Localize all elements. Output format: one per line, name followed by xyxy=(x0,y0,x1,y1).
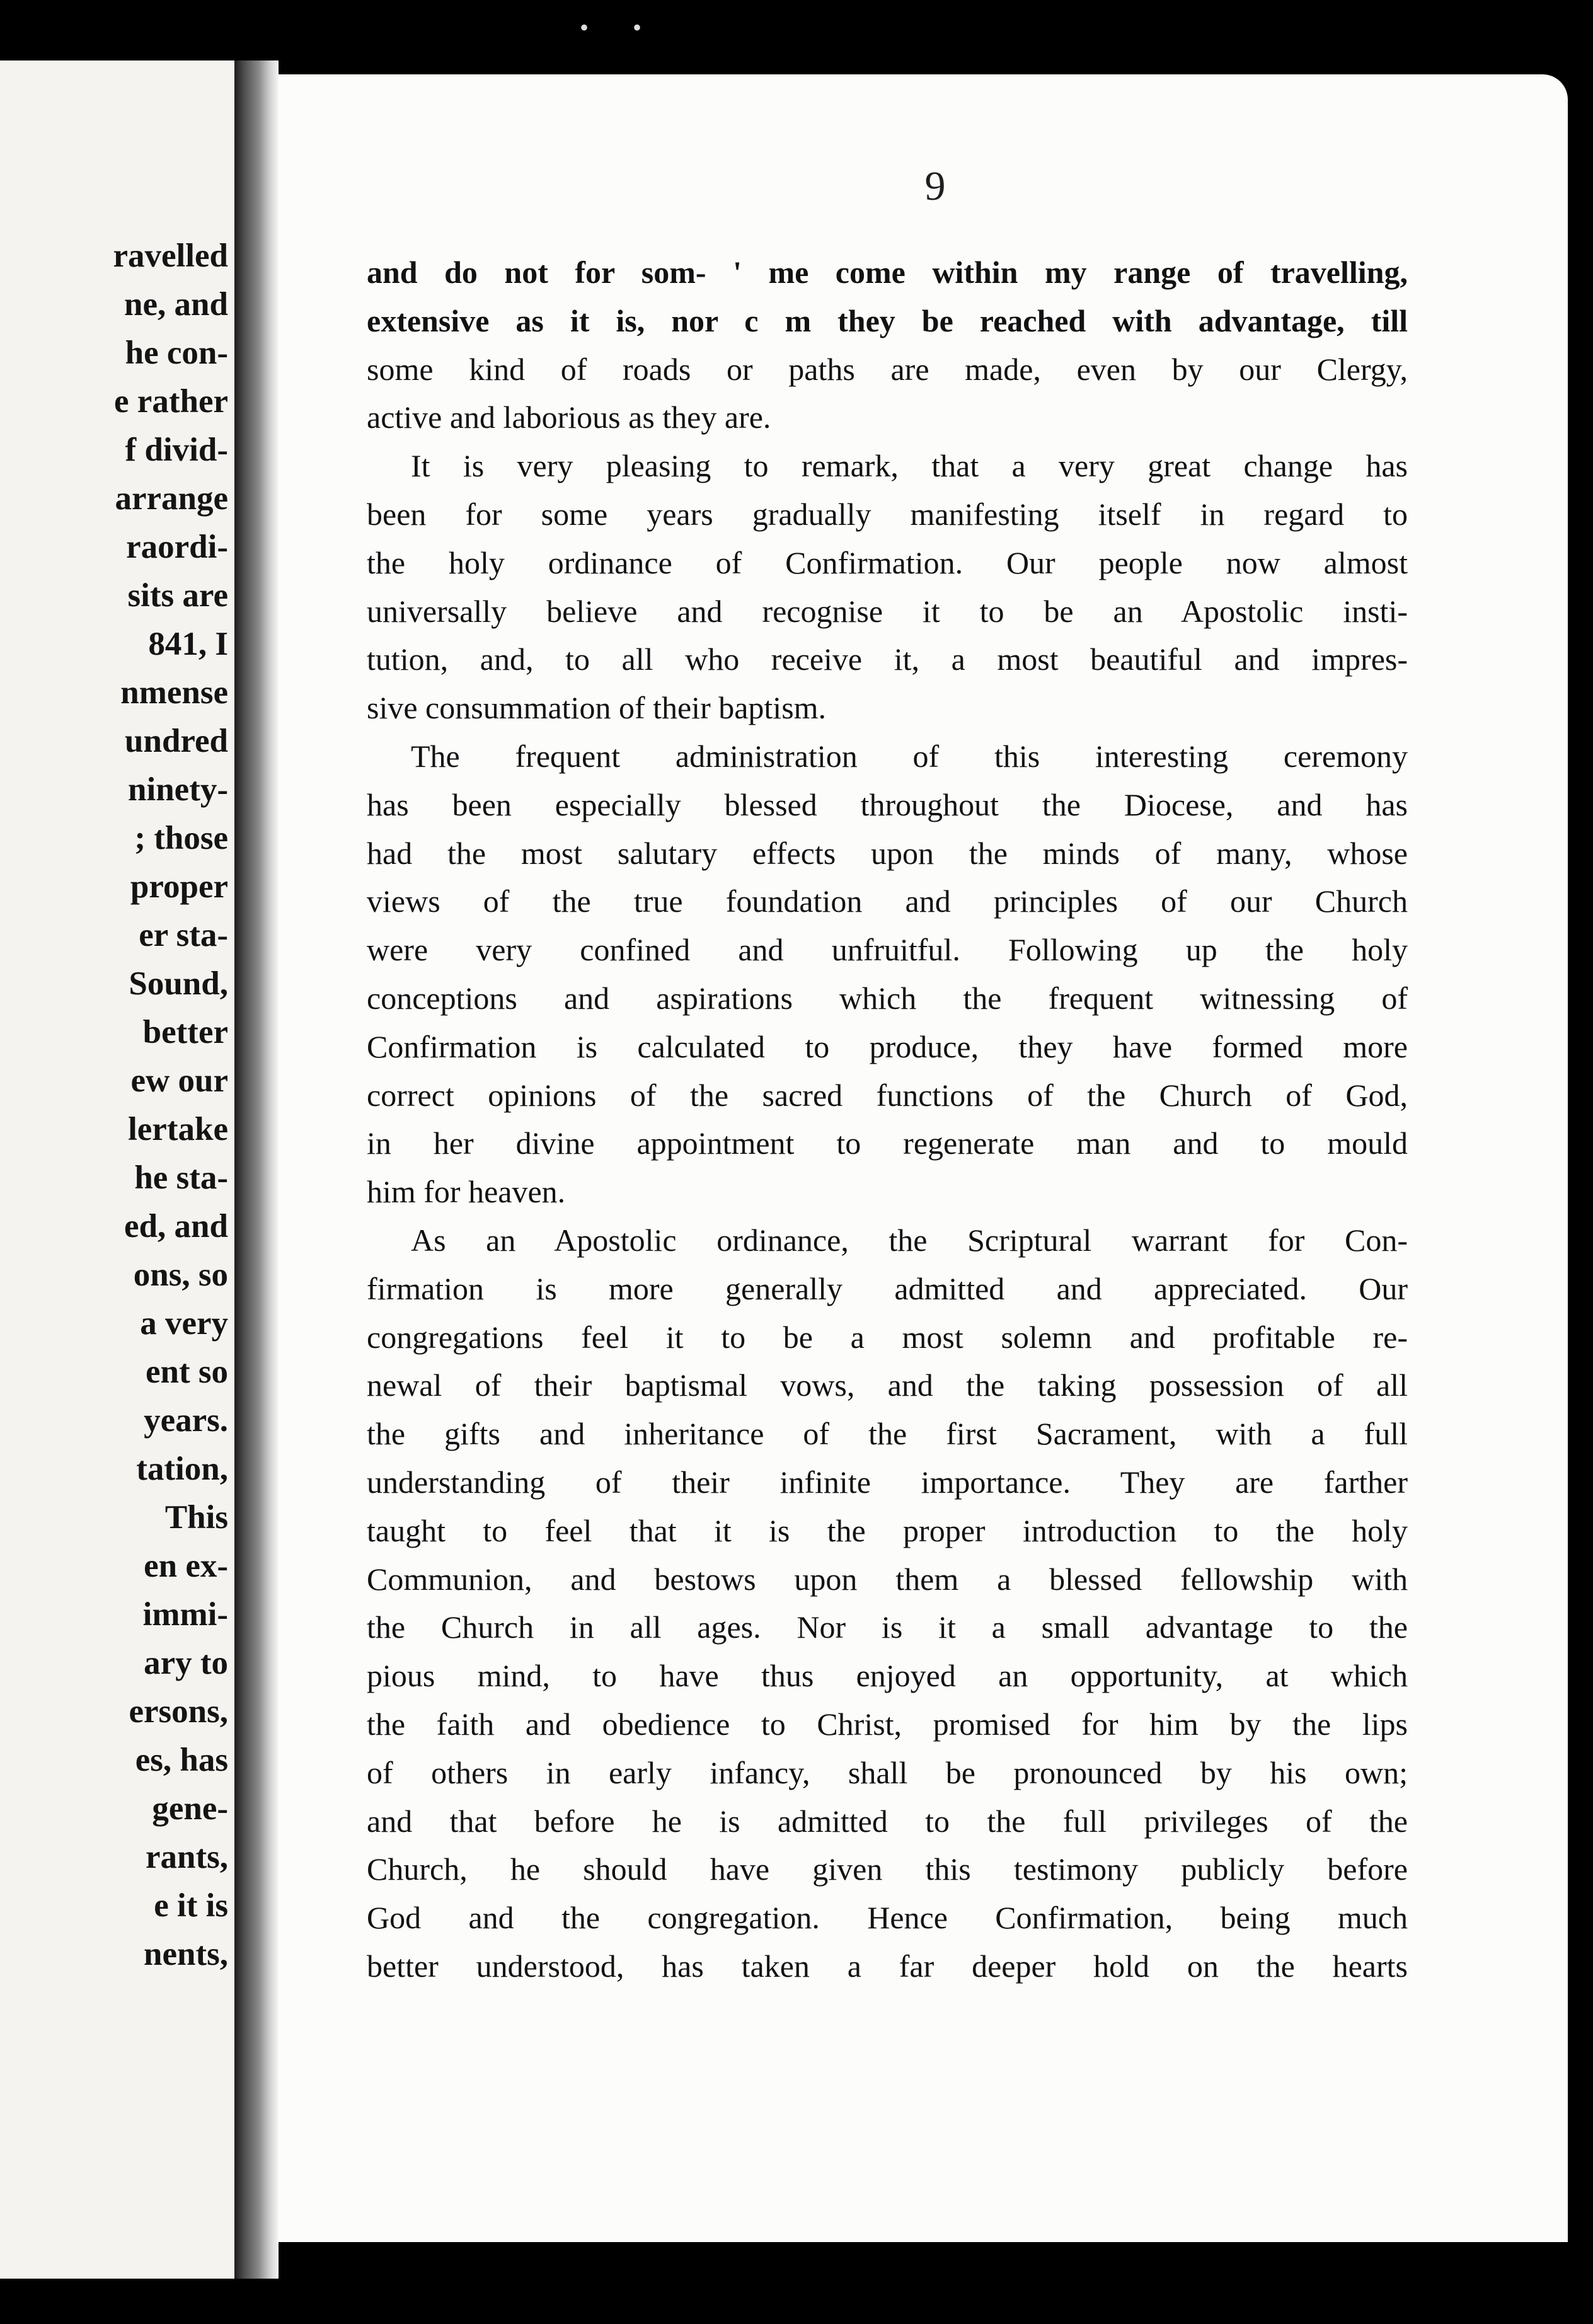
book-gutter xyxy=(234,60,279,2279)
left-line: ersons, xyxy=(129,1693,228,1730)
left-line: he con- xyxy=(125,335,228,371)
left-line: ninety- xyxy=(128,771,228,808)
text-line: Confirmation is calculated to produce, they have formed more xyxy=(367,1028,1408,1064)
left-line: ; those xyxy=(134,820,228,856)
left-line: 841, I xyxy=(148,626,228,662)
left-line: better xyxy=(142,1014,228,1050)
left-line: gene- xyxy=(152,1790,228,1827)
text-line: has been especially blessed throughout the Diocese, and has xyxy=(367,786,1408,822)
text-line: congregations feel it to be a most solemn and profitable re- xyxy=(367,1319,1408,1355)
left-line: This xyxy=(164,1499,228,1536)
left-line: immi- xyxy=(142,1596,228,1633)
text-line: extensive as it is, nor c m they be reached with advantage, till xyxy=(367,302,1408,338)
left-line: ed, and xyxy=(124,1208,228,1245)
left-line: nmense xyxy=(120,674,228,711)
text-line: sive consummation of their baptism. xyxy=(367,690,827,726)
left-line: tation, xyxy=(136,1451,228,1487)
left-line: nents, xyxy=(143,1936,228,1972)
left-line: he sta- xyxy=(134,1159,228,1196)
text-line: Church, he should have given this testimony publicly before xyxy=(367,1851,1408,1887)
left-line: proper xyxy=(130,868,228,905)
text-line: correct opinions of the sacred functions of the Church of God, xyxy=(367,1077,1408,1113)
text-line: had the most salutary effects upon the minds of many, whose xyxy=(367,835,1408,871)
text-line: As an Apostolic ordinance, the Scriptural warrant for Con- xyxy=(411,1222,1408,1258)
left-line: ne, and xyxy=(124,286,228,323)
text-line: him for heaven. xyxy=(367,1174,566,1210)
text-line: in her divine appointment to regenerate man and to mould xyxy=(367,1125,1408,1161)
text-line: better understood, has taken a far deeper hold on the hearts xyxy=(367,1948,1408,1984)
text-line: pious mind, to have thus enjoyed an opportunity, at which xyxy=(367,1658,1408,1694)
scan-speckles: • • xyxy=(580,13,661,42)
left-line: ravelled xyxy=(113,238,228,274)
text-line: God and the congregation. Hence Confirmation, being much xyxy=(367,1900,1408,1936)
left-line: undred xyxy=(125,723,228,759)
left-line: Sound, xyxy=(129,965,228,1002)
text-line: understanding of their infinite importance. They are farther xyxy=(367,1464,1408,1500)
left-line: ary to xyxy=(144,1645,228,1681)
left-line: f divid- xyxy=(125,432,228,468)
text-line: It is very pleasing to remark, that a very great change has xyxy=(411,448,1408,484)
text-line: tution, and, to all who receive it, a most beautiful and impres- xyxy=(367,641,1408,677)
text-line: of others in early infancy, shall be pronounced by his own; xyxy=(367,1754,1408,1790)
left-line: ons, so xyxy=(133,1257,228,1293)
page-number: 9 xyxy=(924,163,946,209)
text-line: active and laborious as they are. xyxy=(367,400,771,435)
text-line: The frequent administration of this interesting ceremony xyxy=(411,738,1408,774)
left-line: arrange xyxy=(115,480,228,517)
left-line: er sta- xyxy=(139,917,228,953)
left-line: lertake xyxy=(128,1111,228,1148)
text-line: and do not for som- ' me come within my range of travelling, xyxy=(367,255,1408,290)
left-line: e rather xyxy=(114,383,228,420)
right-page xyxy=(279,74,1568,2242)
text-line: the Church in all ages. Nor is it a small advantage to the xyxy=(367,1609,1408,1645)
left-line: ent so xyxy=(145,1354,228,1390)
text-line: conceptions and aspirations which the frequent witnessing of xyxy=(367,980,1408,1016)
left-line: sits are xyxy=(127,577,228,614)
text-line: Communion, and bestows upon them a blessed fellowship with xyxy=(367,1561,1408,1597)
text-line: newal of their baptismal vows, and the taking possession of all xyxy=(367,1367,1408,1403)
text-line: the gifts and inheritance of the first Sacrament, with a full xyxy=(367,1416,1408,1452)
text-line: some kind of roads or paths are made, even by our Clergy, xyxy=(367,351,1408,387)
text-line: were very confined and unfruitful. Following up the holy xyxy=(367,932,1408,968)
left-line: rants, xyxy=(145,1839,228,1875)
left-line: years. xyxy=(144,1402,228,1439)
left-line: ew our xyxy=(130,1062,228,1099)
text-line: the faith and obedience to Christ, promised for him by the lips xyxy=(367,1706,1408,1742)
left-line: e it is xyxy=(154,1887,228,1924)
text-line: universally believe and recognise it to be an Apostolic insti- xyxy=(367,593,1408,629)
text-line: and that before he is admitted to the full privileges of the xyxy=(367,1803,1408,1839)
text-line: been for some years gradually manifesting itself in regard to xyxy=(367,496,1408,532)
body-text xyxy=(367,248,1408,1991)
text-line: firmation is more generally admitted and appreciated. Our xyxy=(367,1270,1408,1306)
left-page xyxy=(0,60,234,2279)
left-page-text xyxy=(113,232,229,1979)
left-line: en ex- xyxy=(144,1548,228,1584)
left-line: es, has xyxy=(135,1742,228,1778)
text-line: views of the true foundation and principles of our Church xyxy=(367,883,1408,919)
text-line: taught to feel that it is the proper introduction to the holy xyxy=(367,1512,1408,1548)
left-line: a very xyxy=(140,1305,228,1342)
text-line: the holy ordinance of Confirmation. Our people now almost xyxy=(367,544,1408,580)
left-line: raordi- xyxy=(126,529,228,565)
